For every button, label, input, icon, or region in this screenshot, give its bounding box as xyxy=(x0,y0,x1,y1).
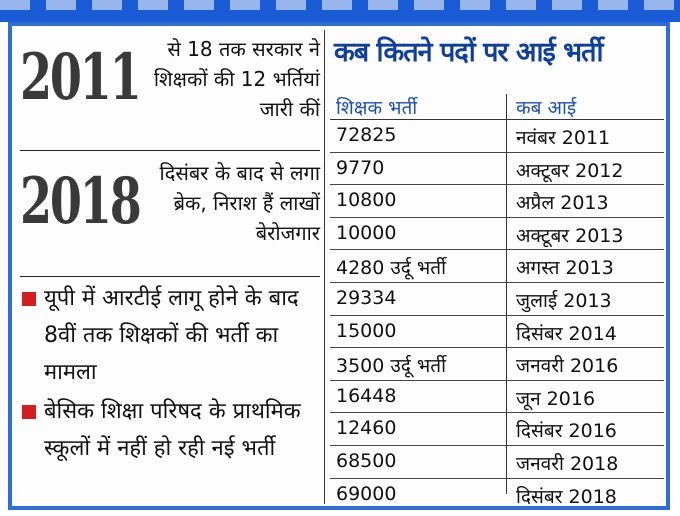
cell-count: 9770 xyxy=(336,156,385,179)
table-row xyxy=(330,381,664,414)
column-header-recruitment: शिक्षक भर्ती xyxy=(336,97,418,119)
table-row xyxy=(330,250,664,283)
top-banner-strip xyxy=(0,0,680,22)
table-row xyxy=(330,120,664,153)
cell-when: दिसंबर 2016 xyxy=(516,420,617,443)
cell-count: 68500 xyxy=(336,449,397,472)
cell-when: अप्रैल 2013 xyxy=(516,192,609,215)
table-row xyxy=(330,446,664,479)
bullet-text: बेसिक शिक्षा परिषद के प्राथमिक स्कूलों में नहीं हो रही नई भर्ती xyxy=(44,399,301,461)
year-block-2018 xyxy=(20,156,320,274)
cell-when: जनवरी 2018 xyxy=(516,452,619,475)
year-2018-text: दिसंबर के बाद से लगा ब्रेक, निराश हैं लाखों बेरोजगार xyxy=(159,161,320,245)
cell-count: 10800 xyxy=(336,189,397,212)
year-2011: 2011 xyxy=(20,40,140,115)
panel-divider xyxy=(324,30,325,504)
table-row xyxy=(330,316,664,349)
table-body xyxy=(330,120,664,510)
bullet-list xyxy=(20,280,320,469)
cell-count: 4280 उर्दू भर्ती xyxy=(336,257,447,280)
cell-count: 10000 xyxy=(336,221,397,244)
red-square-bullet-icon xyxy=(22,292,36,306)
table-row xyxy=(330,348,664,381)
cell-count: 29334 xyxy=(336,286,397,309)
table-row xyxy=(330,218,664,251)
left-panel xyxy=(20,32,320,502)
year-block-2011 xyxy=(20,32,320,150)
cell-when: नवंबर 2011 xyxy=(516,127,611,149)
cell-when: अगस्त 2013 xyxy=(516,257,614,280)
cell-when: जनवरी 2016 xyxy=(516,355,619,378)
infographic-frame xyxy=(8,22,670,510)
table-row xyxy=(330,413,664,446)
bullet-text: यूपी में आरटीई लागू होने के बाद 8वीं तक शिक्षकों की भर्ती का मामला xyxy=(44,286,299,385)
cell-count: 72825 xyxy=(336,124,397,146)
cell-when: अक्टूबर 2012 xyxy=(516,159,624,182)
cell-count: 3500 उर्दू भर्ती xyxy=(336,355,447,378)
year-2011-text: से 18 तक सरकार ने शिक्षकों की 12 भर्तियां जारी कीं xyxy=(153,37,320,121)
cropped-headline xyxy=(0,0,680,10)
cell-count: 16448 xyxy=(336,384,397,407)
column-header-when: कब आई xyxy=(516,97,577,119)
year-2018: 2018 xyxy=(20,164,140,239)
table-row xyxy=(330,185,664,218)
cell-when: जुलाई 2013 xyxy=(516,289,612,312)
table-row xyxy=(330,283,664,316)
table-row xyxy=(330,153,664,186)
cell-when: दिसंबर 2014 xyxy=(516,322,617,345)
divider xyxy=(20,150,320,151)
cell-count: 12460 xyxy=(336,417,397,440)
cell-count: 69000 xyxy=(336,482,397,505)
table-row xyxy=(330,479,664,511)
recruitment-table-panel xyxy=(330,26,666,510)
cell-when: अक्टूबर 2013 xyxy=(516,224,624,247)
table-title: कब कितने पदों पर आई भर्ती xyxy=(334,37,603,68)
cell-when: दिसंबर 2018 xyxy=(516,485,617,508)
divider xyxy=(20,276,320,277)
red-square-bullet-icon xyxy=(22,405,36,419)
cell-when: जून 2016 xyxy=(516,387,596,410)
bullet-item xyxy=(20,280,320,391)
bullet-item xyxy=(20,393,320,467)
cell-count: 15000 xyxy=(336,319,397,342)
